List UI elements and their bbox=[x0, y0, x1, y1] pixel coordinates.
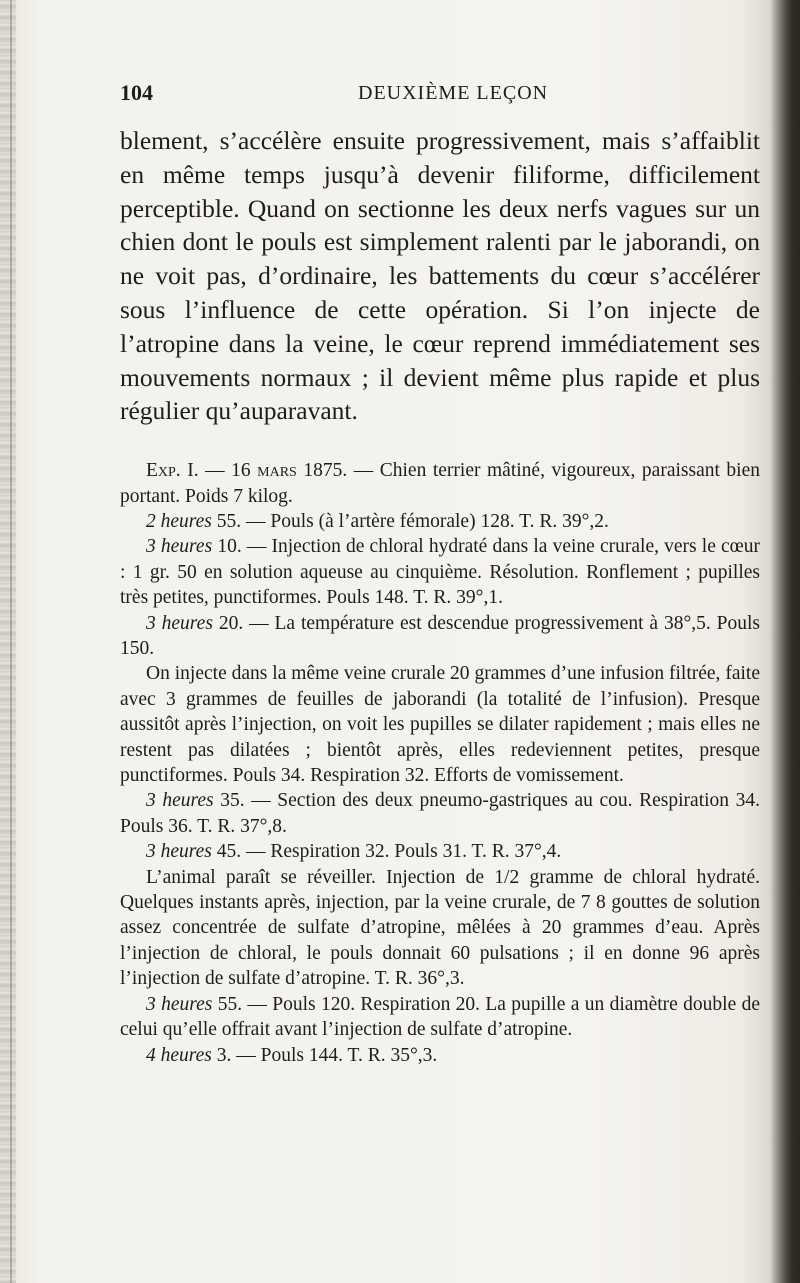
entry-text: On injecte dans la même veine crurale 20 grammes d’une infusion filtrée, faite avec 3 grammes de feuilles de jaborandi (la totalité de l’infusion). Presque aussitôt après l’injection, on voit les pupilles se dilater rapidement ; mais elles ne restent pas dilatées ; bientôt après, elles redeviennent petites, presque punctiformes. Pouls 34. Respiration 32. Efforts de vomissement. bbox=[120, 663, 760, 787]
entry-time: 3 heures bbox=[146, 790, 214, 812]
entry-text: 20. — La température est descendue progressivement à 38°,5. Pouls 150. bbox=[120, 612, 761, 660]
page-right-shadow bbox=[770, 0, 800, 1283]
experiment-entry bbox=[120, 661, 760, 788]
entry-time: 4 heures bbox=[146, 1044, 212, 1066]
page-number: 104 bbox=[120, 80, 153, 105]
page-header bbox=[120, 80, 760, 124]
entry-time: 2 heures bbox=[146, 510, 212, 532]
running-head: DEUXIÈME LEÇON bbox=[358, 82, 549, 104]
entry-text: 45. — Respiration 32. Pouls 31. T. R. 37°,4. bbox=[211, 841, 562, 863]
experiment-intro bbox=[120, 458, 760, 509]
experiment-date-prefix: — 16 bbox=[198, 460, 258, 482]
entry-time: 3 heures bbox=[146, 536, 213, 558]
main-paragraph bbox=[120, 124, 760, 428]
entry-text: L’animal paraît se réveiller. Injection de 1/2 gramme de chloral hydraté. Quelques instants après, injection, par la veine crurale, de 7 8 gouttes de solution assez concentrée de sulfate d’atropine, mêlées à 20 grammes d’eau. Après l’injection de chloral, le pouls donnait 60 pulsations ; il en donne 96 après l’injection de sulfate d’atropine. T. R. 36°,3. bbox=[120, 866, 760, 990]
experiment-month: mars bbox=[257, 460, 297, 482]
entry-text: 35. — Section des deux pneumo-gastriques au cou. Respiration 34. Pouls 36. T. R. 37°,8. bbox=[120, 790, 761, 837]
entry-time: 3 heures bbox=[146, 993, 213, 1015]
binding-rule bbox=[10, 0, 12, 1283]
experiment-entry bbox=[120, 788, 760, 839]
entry-time: 3 heures bbox=[146, 841, 212, 863]
experiment-entry bbox=[120, 992, 760, 1043]
entry-text: 55. — Pouls (à l’artère fémorale) 128. T. R. 39°,2. bbox=[211, 510, 609, 532]
experiment-entry bbox=[120, 839, 760, 864]
experiment-entry bbox=[120, 1043, 760, 1068]
experiment-entry bbox=[120, 611, 760, 662]
paragraph-text: blement, s’accélère ensuite progressivement, mais s’affaiblit en même temps jusqu’à devenir filiforme, difficilement perceptible. Quand on sectionne les deux nerfs vagues sur un chien dont le pouls est simplement ralenti par le jaborandi, on ne voit pas, d’ordinaire, les battements du cœur s’accélérer sous l’influence de cette opération. Si l’on injecte de l’atropine dans la veine, le cœur reprend immédiatement ses mouvements normaux ; il devient même plus rapide et plus régulier qu’auparavant. bbox=[120, 126, 760, 426]
experiment-entry bbox=[120, 865, 760, 992]
entry-text: 10. — Injection de chloral hydraté dans la veine crurale, vers le cœur : 1 gr. 50 en solution aqueuse au cinquième. Résolution. Ronflement ; pupilles très petites, punctiformes. Pouls 148. T. R. 39°,1. bbox=[120, 536, 760, 609]
text-block bbox=[120, 80, 760, 1068]
entry-text: 55. — Pouls 120. Respiration 20. La pupille a un diamètre double de celui qu’elle offrait avant l’injection de sulfate d’atropine. bbox=[120, 993, 760, 1041]
experiment-date-rest: 1875. — Chien terrier mâtiné, vigoureux, paraissant bien portant. Poids 7 kilog. bbox=[120, 460, 760, 507]
experiment-section bbox=[120, 458, 760, 1068]
page-binding-edge bbox=[0, 0, 16, 1283]
experiment-entry bbox=[120, 534, 760, 610]
experiment-entry bbox=[120, 509, 760, 534]
entry-text: 3. — Pouls 144. T. R. 35°,3. bbox=[211, 1044, 438, 1066]
experiment-label: Exp. I. bbox=[146, 460, 199, 482]
entry-time: 3 heures bbox=[146, 612, 213, 634]
